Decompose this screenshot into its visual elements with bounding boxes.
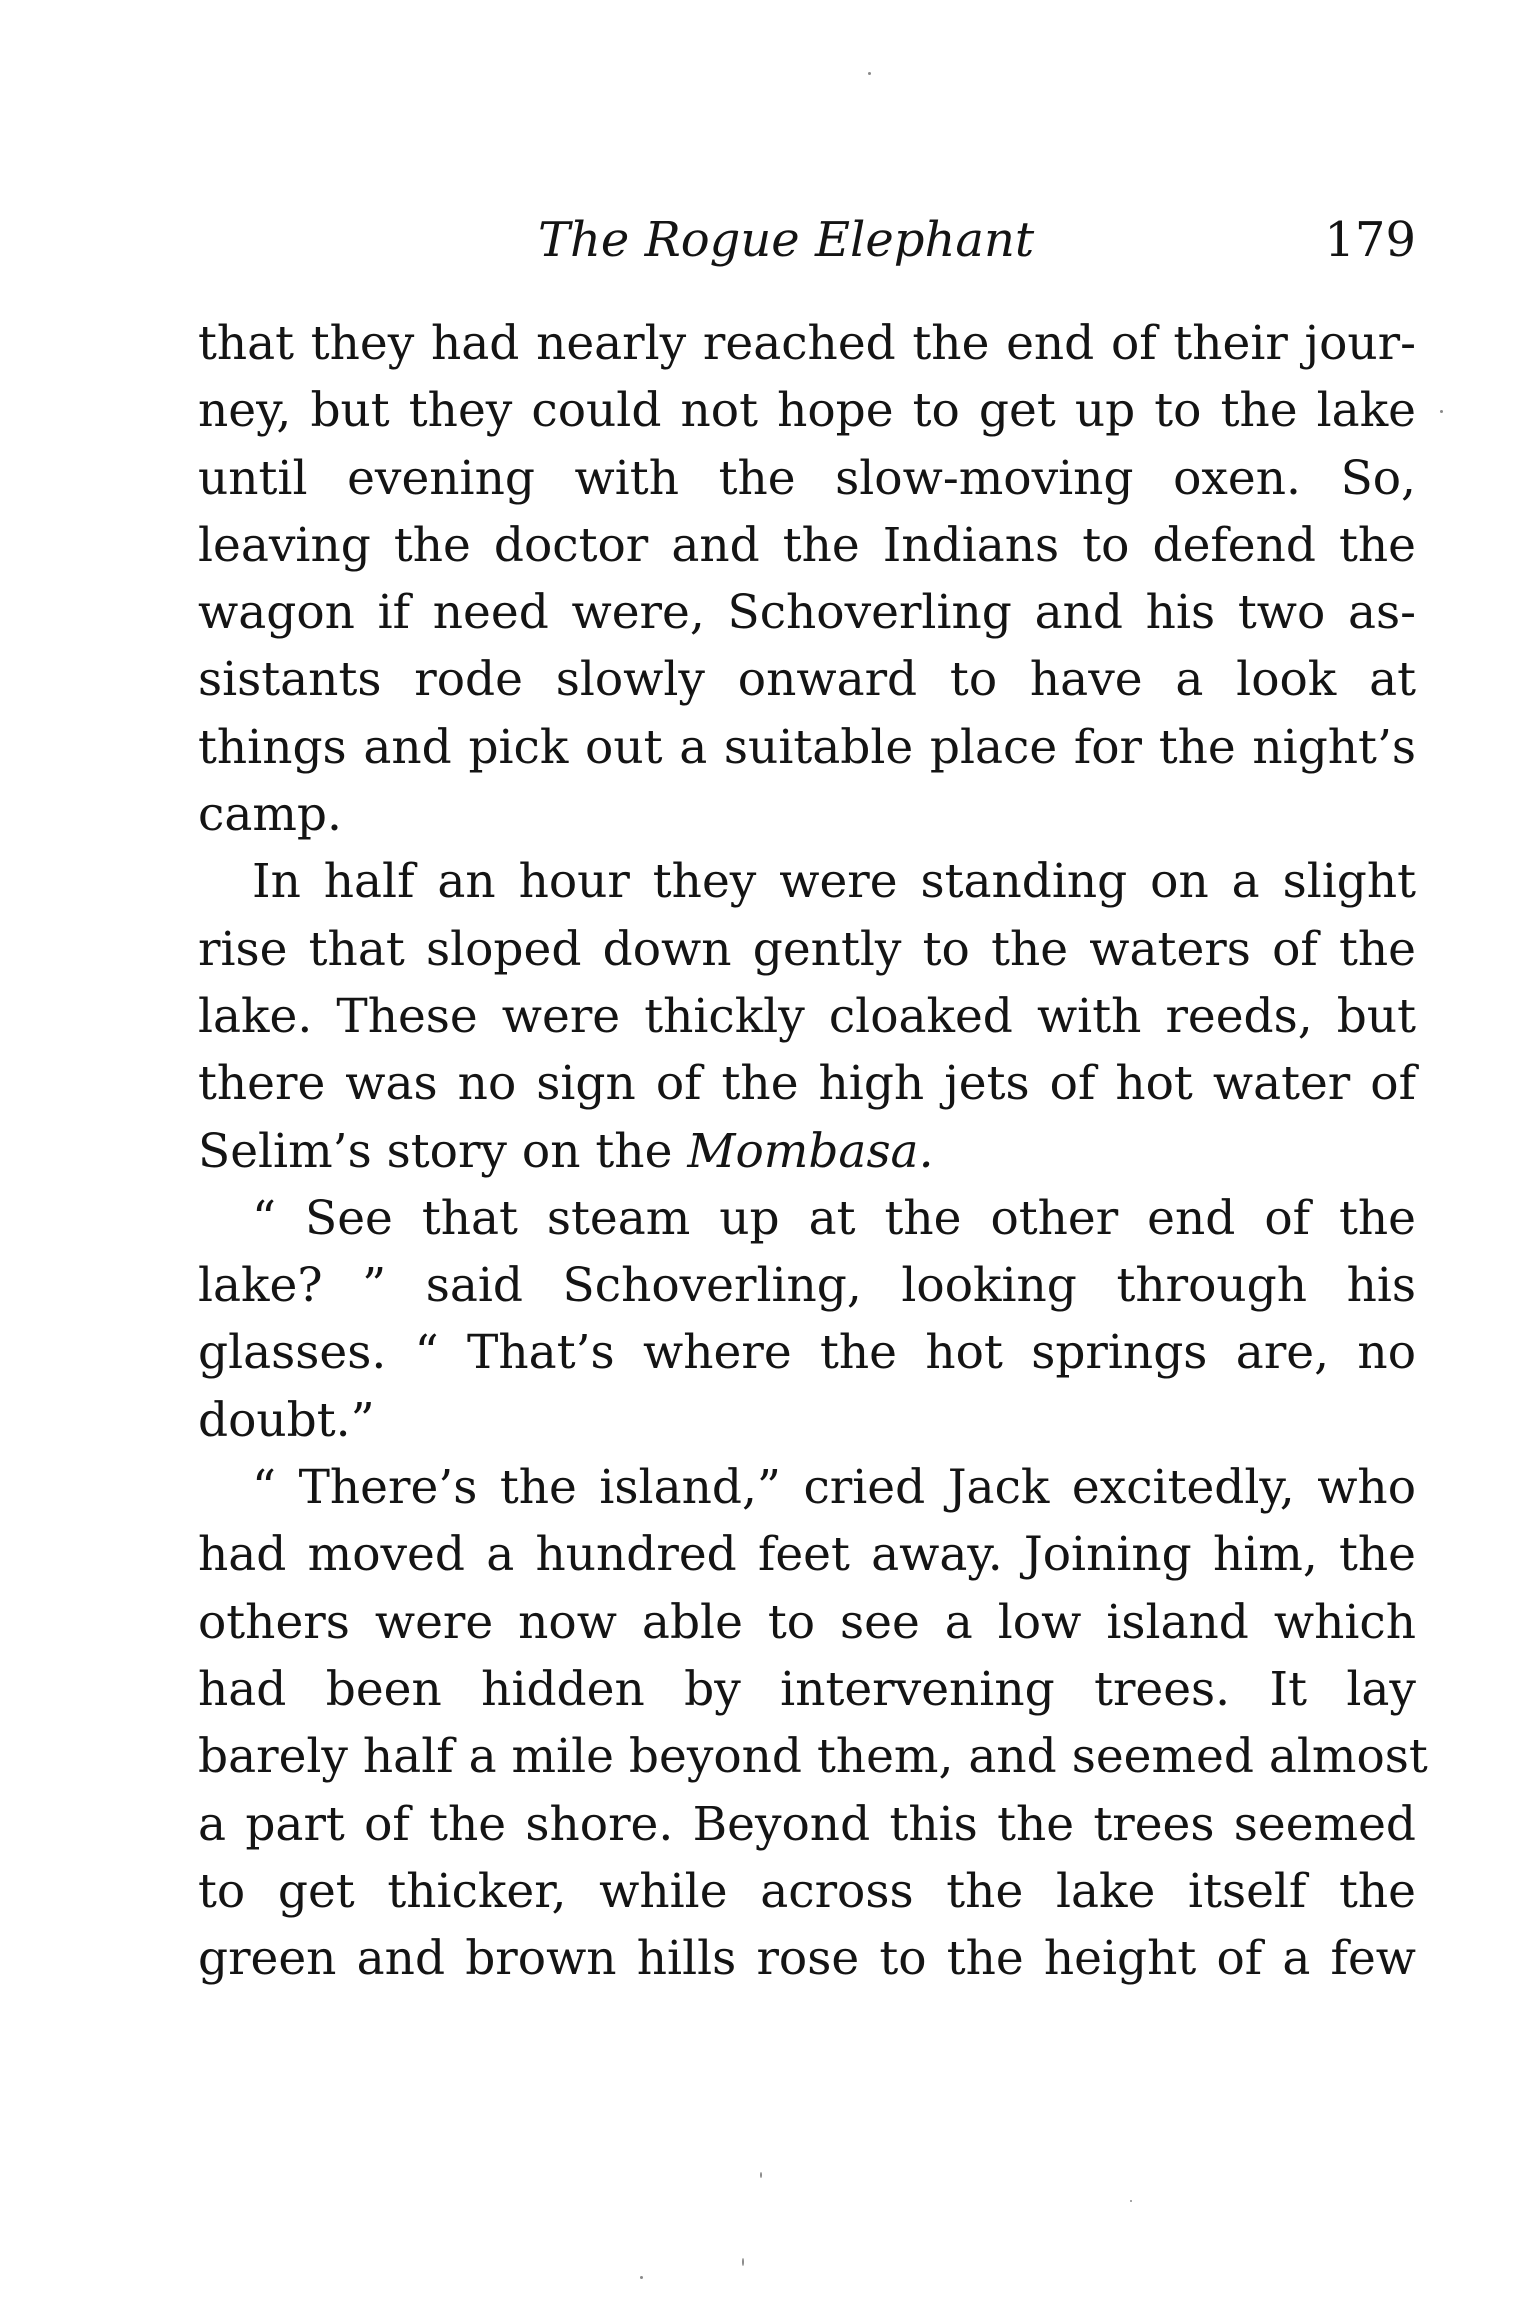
text-line: ney, but they could not hope to get up to the lake: [198, 383, 1416, 439]
text-line: “ See that steam up at the other end of the: [252, 1190, 1416, 1246]
text-line: doubt.”: [198, 1392, 375, 1448]
scan-speck: [1130, 2200, 1132, 2202]
page-number: 179: [1324, 212, 1416, 268]
text-line: “ There’s the island,” cried Jack excitedly, who: [252, 1460, 1416, 1516]
text-line: had moved a hundred feet away. Joining him, the: [198, 1527, 1416, 1583]
text-line: things and pick out a suitable place for the night’s: [198, 719, 1416, 775]
text-line: camp.: [198, 787, 342, 843]
text-line: wagon if need were, Schoverling and his two as-: [198, 585, 1416, 641]
text-line: green and brown hills rose to the height of a few: [198, 1931, 1416, 1987]
text-line: that they had nearly reached the end of their jour-: [198, 316, 1416, 371]
text-line: others were now able to see a low island which: [198, 1594, 1416, 1650]
text-line: glasses. “ That’s where the hot springs are, no: [198, 1325, 1416, 1381]
text-line: had been hidden by intervening trees. It lay: [198, 1661, 1416, 1717]
text-line: lake? ” said Schoverling, looking through his: [198, 1258, 1416, 1314]
text-line: rise that sloped down gently to the waters of the: [198, 921, 1416, 977]
text-line: to get thicker, while across the lake itself the: [198, 1863, 1416, 1919]
text-line: sistants rode slowly onward to have a look at: [198, 652, 1416, 708]
text-line: In half an hour they were standing on a slight: [252, 854, 1416, 910]
text-line: [198, 1118, 1416, 1185]
scan-speck: [1440, 410, 1443, 413]
text-line: leaving the doctor and the Indians to defend the: [198, 517, 1416, 573]
text-segment: Selim’s story on the: [198, 1123, 673, 1179]
text-line: barely half a mile beyond them, and seemed almost: [198, 1729, 1428, 1785]
body-text: [198, 310, 1428, 1992]
scan-speck: [742, 2258, 744, 2266]
text-line: lake. These were thickly cloaked with reeds, but: [198, 988, 1416, 1044]
scan-speck: [868, 72, 871, 75]
text-line: until evening with the slow-moving oxen. So,: [198, 450, 1416, 506]
scan-speck: [760, 2172, 762, 2178]
ship-name: Mombasa.: [687, 1123, 934, 1179]
running-title: The Rogue Elephant: [538, 212, 1035, 268]
running-head: [198, 205, 1416, 275]
text-line: a part of the shore. Beyond this the trees seemed: [198, 1796, 1416, 1852]
text-line: there was no sign of the high jets of hot water of: [198, 1056, 1416, 1112]
scan-speck: [640, 2276, 643, 2279]
